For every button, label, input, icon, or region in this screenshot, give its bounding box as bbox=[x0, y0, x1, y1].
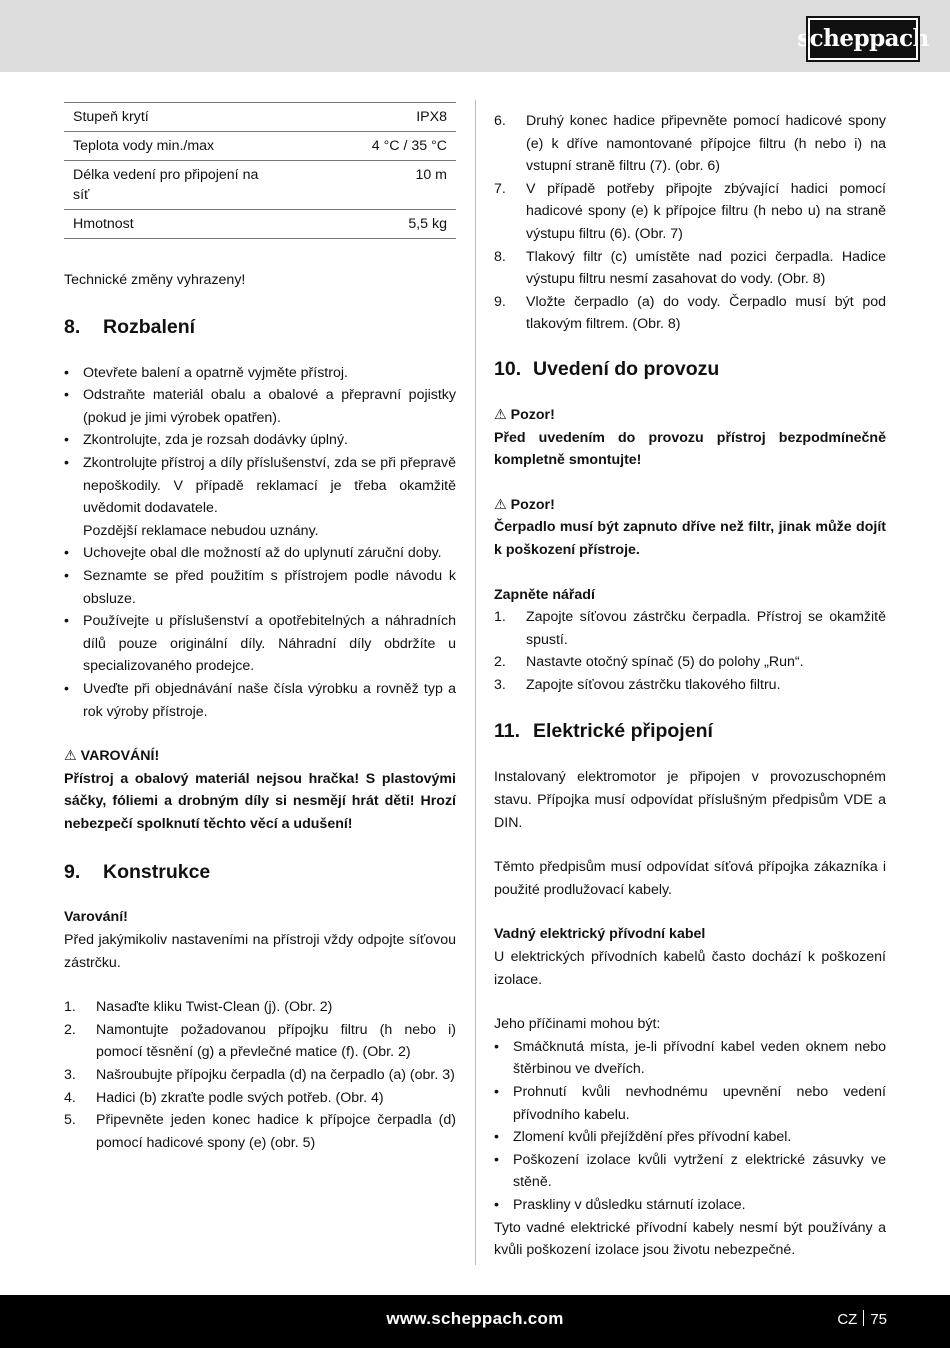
list-item bbox=[494, 606, 886, 651]
list-item-text: Odstraňte materiál obalu a obalové a přepravní pojistky (pokud je jimi výrobek opatřen). bbox=[83, 387, 456, 426]
list-item bbox=[494, 651, 886, 674]
section-number: 10. bbox=[494, 357, 522, 380]
step-number: 3. bbox=[64, 1067, 76, 1084]
list-item bbox=[494, 1126, 886, 1149]
list-item bbox=[64, 452, 456, 542]
list-item bbox=[64, 1019, 456, 1064]
step-number: 7. bbox=[494, 180, 506, 197]
warning-label: Varování! bbox=[64, 909, 128, 926]
paragraph: U elektrických přívodních kabelů často dochází k poškození izolace. bbox=[494, 949, 886, 988]
list-item bbox=[64, 610, 456, 678]
left-column bbox=[64, 100, 456, 1154]
list-item-text: Otevřete balení a opatrně vyjměte přístroj. bbox=[83, 364, 348, 381]
scheppach-logo: scheppach bbox=[808, 18, 918, 60]
assembly-steps bbox=[64, 996, 456, 1154]
step-number: 9. bbox=[494, 293, 506, 310]
section-heading-10 bbox=[494, 356, 886, 382]
spec-value: 5,5 kg bbox=[282, 210, 456, 239]
list-item-text: Používejte u příslušenství a opotřebitelných a náhradních dílů pouze originální díly. Náhradní díly obdržíte u specializovaného prodejce. bbox=[83, 613, 456, 675]
spec-label: Hmotnost bbox=[64, 210, 282, 239]
subheading: Zapněte nářadí bbox=[494, 586, 595, 603]
caution-text: Před uvedením do provozu přístroj bezpodmínečně kompletně smontujte! bbox=[494, 429, 886, 469]
warning-text: Před jakýmikoliv nastaveními na přístroji vždy odpojte síťovou zástrčku. bbox=[64, 932, 456, 971]
list-item bbox=[64, 1087, 456, 1110]
paragraph: Instalovaný elektromotor je připojen v provozuschopném stavu. Přípojka musí odpovídat příslušným předpisům VDE a DIN. bbox=[494, 769, 886, 831]
assembly-steps-continued bbox=[494, 110, 886, 336]
list-item bbox=[494, 1149, 886, 1194]
step-text: Druhý konec hadice připevněte pomocí hadicové spony (e) k dříve namontované přípojce filtru (h nebo i) na vstupní straně filtru (7). (obr. 6) bbox=[526, 113, 886, 175]
spec-label: Teplota vody min./max bbox=[64, 132, 282, 161]
warning-label: ⚠ VAROVÁNÍ! bbox=[64, 748, 160, 765]
list-item bbox=[494, 1081, 886, 1126]
list-item-text: Uchovejte obal dle možností až do uplynutí záruční doby. bbox=[83, 545, 442, 562]
table-row bbox=[64, 161, 456, 210]
table-row bbox=[64, 132, 456, 161]
list-item bbox=[64, 542, 456, 565]
list-item-text: Zkontrolujte, zda je rozsah dodávky úplný. bbox=[83, 432, 348, 449]
separator bbox=[863, 1310, 864, 1326]
list-item-extra: Pozdější reklamace nebudou uznány. bbox=[83, 522, 319, 539]
list-item-text: Zlomení kvůli přejíždění přes přívodní kabel. bbox=[513, 1129, 792, 1146]
list-item bbox=[64, 678, 456, 723]
spec-value: 4 °C / 35 °C bbox=[282, 132, 456, 161]
column-divider bbox=[475, 100, 476, 1265]
header-bar bbox=[0, 0, 950, 72]
spec-label: Délka vedení pro připojení na síť bbox=[64, 161, 282, 210]
section-title: Elektrické připojení bbox=[533, 720, 713, 743]
list-item-text: Praskliny v důsledku stárnutí izolace. bbox=[513, 1196, 746, 1213]
section-title: Konstrukce bbox=[103, 861, 211, 884]
step-text: Hadici (b) zkraťte podle svých potřeb. (Obr. 4) bbox=[96, 1089, 384, 1106]
step-text: Našroubujte přípojku čerpadla (d) na čerpadlo (a) (obr. 3) bbox=[96, 1067, 455, 1084]
spec-label: Stupeň krytí bbox=[64, 103, 282, 132]
step-text: Připevněte jeden konec hadice k přípojce čerpadla (d) pomocí hadicové spony (e) (obr. 5) bbox=[96, 1112, 456, 1151]
warning-text: Přístroj a obalový materiál nejsou hračka! S plastovými sáčky, fóliemi a drobným díly si nesmějí hrát děti! Hrozí nebezpečí spolknutí těchto věcí a udušení! bbox=[64, 770, 456, 832]
caution-text: Čerpadlo musí být zapnuto dříve než filtr, jinak může dojít k poškození přístroje. bbox=[494, 519, 886, 558]
language-code: CZ bbox=[837, 1311, 858, 1328]
step-number: 3. bbox=[494, 676, 506, 693]
section-number: 11. bbox=[494, 720, 521, 743]
footer-bar bbox=[0, 1295, 950, 1348]
section-number: 9. bbox=[64, 861, 81, 884]
step-number: 4. bbox=[64, 1089, 76, 1106]
caution-label: ⚠ Pozor! bbox=[494, 406, 555, 423]
list-item-text: Uveďte při objednávání naše čísla výrobku a rovněž typ a rok výroby přístroje. bbox=[83, 680, 456, 720]
spec-value: 10 m bbox=[282, 161, 456, 210]
list-item bbox=[64, 1064, 456, 1087]
paragraph: Těmto předpisům musí odpovídat síťová přípojka zákazníka i použité prodlužovací kabely. bbox=[494, 859, 886, 898]
list-item bbox=[494, 674, 886, 697]
list-item-text: Zkontrolujte přístroj a díly příslušenství, zda se při přepravě nepoškodily. V případě reklamací je třeba okamžitě uvědomit dodavatele. bbox=[83, 454, 456, 517]
step-text: Nastavte otočný spínač (5) do polohy „Run“. bbox=[526, 654, 804, 671]
list-item bbox=[64, 384, 456, 429]
causes-list bbox=[494, 1036, 886, 1217]
list-item bbox=[494, 1194, 886, 1217]
table-row bbox=[64, 210, 456, 239]
step-text: Vložte čerpadlo (a) do vody. Čerpadlo musí být pod tlakovým filtrem. (Obr. 8) bbox=[526, 293, 886, 333]
step-number: 1. bbox=[494, 609, 506, 626]
section-title: Uvedení do provozu bbox=[533, 357, 720, 380]
section-heading-9 bbox=[64, 859, 456, 885]
startup-steps bbox=[494, 606, 886, 696]
step-text: Tlakový filtr (c) umístěte nad pozici čerpadla. Hadice výstupu filtru nesmí zasahovat do vody. (Obr. 8) bbox=[526, 248, 886, 288]
list-item bbox=[494, 110, 886, 178]
step-text: Zapojte síťovou zástrčku čerpadla. Přístroj se okamžitě spustí. bbox=[526, 609, 886, 648]
caution-label: ⚠ Pozor! bbox=[494, 496, 555, 513]
list-item bbox=[64, 996, 456, 1019]
step-number: 5. bbox=[64, 1112, 76, 1129]
step-number: 2. bbox=[64, 1021, 76, 1038]
right-column bbox=[494, 100, 886, 1262]
paragraph: Tyto vadné elektrické přívodní kabely nesmí být používány a kvůli poškození izolace jsou životu nebezpečné. bbox=[494, 1219, 886, 1259]
list-item-text: Prohnutí kvůli nevhodnému upevnění nebo vedení přívodního kabelu. bbox=[513, 1084, 886, 1123]
footer-url[interactable]: www.scheppach.com bbox=[386, 1309, 564, 1328]
step-number: 6. bbox=[494, 113, 506, 129]
spec-table bbox=[64, 102, 456, 239]
step-number: 8. bbox=[494, 248, 506, 265]
list-item bbox=[494, 246, 886, 291]
list-item bbox=[64, 565, 456, 610]
paragraph: Jeho příčinami mohou být: bbox=[494, 1016, 661, 1033]
page-indicator bbox=[837, 1309, 887, 1332]
technical-note: Technické změny vyhrazeny! bbox=[64, 272, 246, 288]
list-item-text: Seznamte se před použitím s přístrojem podle návodu k obsluze. bbox=[83, 567, 456, 607]
spec-value: IPX8 bbox=[282, 103, 456, 132]
section-heading-8 bbox=[64, 314, 456, 340]
list-item-text: Smáčknutá místa, je-li přívodní kabel veden oknem nebo štěrbinou ve dveřích. bbox=[513, 1038, 886, 1078]
unpacking-list bbox=[64, 362, 456, 724]
step-number: 1. bbox=[64, 999, 76, 1016]
list-item-text: Poškození izolace kvůli vytržení z elektrické zásuvky ve stěně. bbox=[513, 1151, 886, 1191]
table-row bbox=[64, 103, 456, 132]
section-number: 8. bbox=[64, 315, 81, 338]
page-number: 75 bbox=[870, 1311, 887, 1328]
list-item bbox=[64, 1109, 456, 1154]
list-item bbox=[494, 178, 886, 246]
step-number: 2. bbox=[494, 654, 506, 671]
step-text: V případě potřeby připojte zbývající hadici pomocí hadicové spony (e) k přípojce filtru (h nebo u) na straně výstupu filtru (6). (Obr. 7) bbox=[526, 180, 886, 242]
list-item bbox=[494, 291, 886, 336]
step-text: Namontujte požadovanou přípojku filtru (h nebo i) pomocí těsnění (g) a převlečné matice (f). (Obr. 2) bbox=[96, 1021, 456, 1061]
subheading: Vadný elektrický přívodní kabel bbox=[494, 926, 706, 943]
step-text: Nasaďte kliku Twist-Clean (j). (Obr. 2) bbox=[96, 999, 333, 1016]
list-item bbox=[64, 429, 456, 452]
step-text: Zapojte síťovou zástrčku tlakového filtru. bbox=[526, 676, 781, 693]
section-heading-11 bbox=[494, 718, 886, 744]
list-item bbox=[494, 1036, 886, 1081]
list-item bbox=[64, 362, 456, 385]
section-title: Rozbalení bbox=[103, 315, 196, 338]
